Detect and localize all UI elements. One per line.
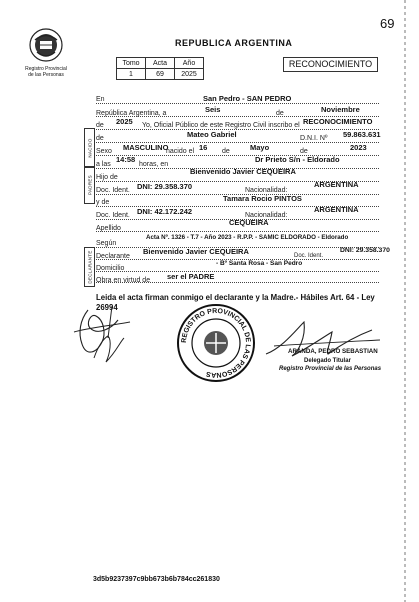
field-address: - Bº Santa Rosa - San Pedro bbox=[216, 260, 303, 267]
field-birth-month: Mayo bbox=[250, 143, 270, 152]
label-apellido: Apellido bbox=[96, 225, 121, 232]
field-segun: Acta Nº. 1326 - T.7 - Año 2023 - R.P.P. - SAMIC ELDORADO - Eldorado bbox=[146, 234, 349, 241]
label-sexo: Sexo bbox=[96, 148, 112, 155]
label-de-3: de bbox=[96, 135, 104, 142]
registry-header-tomo: Tomo bbox=[117, 58, 146, 69]
label-segun: Según bbox=[96, 240, 117, 247]
registry-value-acta: 69 bbox=[146, 69, 175, 80]
label-obra: Obra en virtud de bbox=[96, 277, 151, 284]
label-father-doc: Doc. Ident. bbox=[96, 187, 130, 194]
field-birth-place: Dr Prieto S/n - Eldorado bbox=[255, 155, 340, 164]
registry-table-header bbox=[117, 58, 204, 69]
document-title: REPUBLICA ARGENTINA bbox=[175, 38, 293, 48]
binder-edge-mark bbox=[404, 0, 406, 602]
official-title-2: Registro Provincial de las Personas bbox=[279, 366, 382, 372]
side-label-declarante: DECLARANTE bbox=[84, 247, 95, 287]
field-child-name: Mateo Gabriel bbox=[187, 130, 237, 139]
label-declarant-doc: Doc. Ident. bbox=[294, 253, 324, 259]
field-child-dni: 59.863.631 bbox=[343, 130, 381, 139]
field-declarant-name: Bienvenido Javier CEQUEIRA bbox=[143, 247, 249, 256]
label-dni: D.N.I. Nº bbox=[300, 135, 328, 142]
registry-value-ano: 2025 bbox=[175, 69, 204, 80]
side-label-padres: PADRES bbox=[84, 166, 95, 204]
label-registrar-text: Yo, Oficial Público de este Registro Civil inscribo el bbox=[142, 122, 300, 129]
field-day: Seis bbox=[205, 105, 221, 114]
field-mother-name: Tamara Rocio PINTOS bbox=[223, 194, 302, 203]
label-y-de: y de bbox=[96, 199, 110, 206]
signature-scribble-icon bbox=[68, 298, 138, 368]
registry-value-tomo: 1 bbox=[117, 69, 146, 80]
field-declarant-dni: DNI: 29.358.370 bbox=[340, 247, 390, 254]
label-nacido: nacido el bbox=[166, 148, 195, 155]
line-child bbox=[96, 134, 379, 143]
label-horas: horas, en bbox=[139, 161, 169, 168]
official-name: ARANDA, PEDRO SEBASTIAN bbox=[288, 348, 378, 355]
official-title-1: Delegado Titular bbox=[304, 358, 351, 364]
label-de-4: de bbox=[222, 148, 230, 155]
document-hash: 3d5b9237397c9bb673b6b784cc261830 bbox=[93, 576, 220, 583]
label-declarante: Declarante bbox=[96, 253, 130, 260]
field-sex: MASCULINO bbox=[123, 143, 169, 152]
label-father-nationality: Nacionalidad: bbox=[245, 187, 288, 194]
label-de: de bbox=[276, 110, 284, 117]
round-stamp-icon bbox=[176, 303, 256, 383]
field-mother-dni: DNI: 42.172.242 bbox=[137, 207, 193, 216]
field-act-type: RECONOCIMIENTO bbox=[303, 117, 373, 126]
field-mother-nationality: ARGENTINA bbox=[314, 205, 359, 214]
registry-header-ano: Año bbox=[175, 58, 204, 69]
label-de-2: de bbox=[96, 122, 104, 129]
label-hijo: Hijo de bbox=[96, 174, 118, 181]
field-city: San Pedro - SAN PEDRO bbox=[203, 94, 292, 103]
field-father-dni: DNI: 29.358.370 bbox=[137, 182, 193, 191]
registry-table bbox=[116, 57, 204, 80]
label-republica: República Argentina, a bbox=[96, 110, 167, 117]
field-father-nationality: ARGENTINA bbox=[314, 180, 359, 189]
field-father-name: Bienvenido Javier CEQUEIRA bbox=[190, 167, 296, 176]
field-birth-day: 16 bbox=[199, 143, 208, 152]
label-domicilio: Domicilio bbox=[96, 265, 125, 272]
coat-of-arms-icon bbox=[29, 28, 63, 62]
field-birth-year: 2023 bbox=[350, 143, 367, 152]
field-month: Noviembre bbox=[321, 105, 360, 114]
closing-text: Leida el acta firman conmigo el declarante y la Madre.- Hábiles Art. 64 - Ley 26994 bbox=[96, 293, 375, 312]
label-mother-doc: Doc. Ident. bbox=[96, 212, 130, 219]
side-label-nacido: NACIDO bbox=[84, 128, 95, 168]
stamp-ring-text: REGISTRO PROVINCIAL DE LAS PERSONAS bbox=[180, 307, 252, 379]
label-en: En bbox=[96, 96, 105, 103]
act-type-box: RECONOCIMIENTO bbox=[283, 57, 378, 72]
registry-header-acta: Acta bbox=[146, 58, 175, 69]
field-surname: CEQUEIRA bbox=[229, 218, 269, 227]
page-number: 69 bbox=[380, 16, 395, 31]
label-de-5: de bbox=[300, 148, 308, 155]
label-mother-nationality: Nacionalidad: bbox=[245, 212, 288, 219]
field-birth-time: 14:58 bbox=[116, 155, 136, 164]
seal-caption: Registro Provincial de las Personas bbox=[25, 66, 67, 78]
official-round-stamp bbox=[176, 303, 256, 383]
provincial-seal bbox=[29, 28, 63, 62]
declarant-signature bbox=[68, 298, 138, 368]
field-year: 2025 bbox=[116, 117, 133, 126]
field-obra: ser el PADRE bbox=[167, 272, 215, 281]
registry-table-values bbox=[117, 69, 204, 80]
label-a-las: a las bbox=[96, 161, 111, 168]
